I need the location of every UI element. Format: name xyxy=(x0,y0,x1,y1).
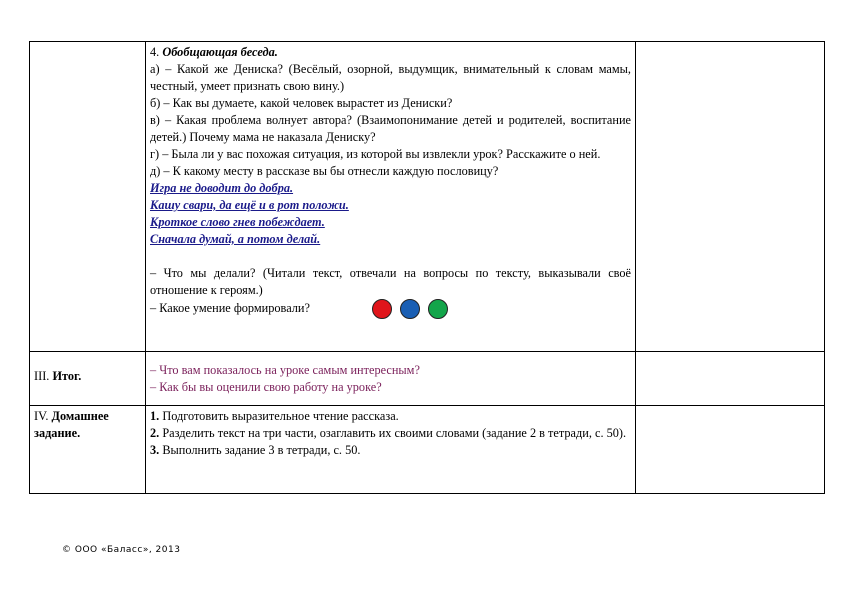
question-a: а) – Какой же Дениска? (Весёлый, озорной, выдумщик, внимательный к словам мамы, честный, умеет признать свою вину.) xyxy=(150,62,631,93)
footer-copyright: © ООО «Баласс», 2013 xyxy=(62,545,181,555)
table-row xyxy=(30,352,825,406)
content-cell xyxy=(146,352,636,406)
stage-cell xyxy=(30,42,146,352)
proverb: Игра не доводит до добра. xyxy=(150,181,294,195)
proverb: Кроткое слово гнев побеждает. xyxy=(150,215,325,229)
color-dots xyxy=(372,299,456,319)
question-d: г) – Была ли у вас похожая ситуация, из которой вы извлекли урок? Расскажите о ней. xyxy=(150,147,601,161)
section-heading: 4. Обобщающая беседа. xyxy=(150,45,278,59)
notes-cell xyxy=(636,352,825,406)
homework-item: 3. Выполнить задание 3 в тетради, с. 50. xyxy=(150,443,361,457)
skill-question-line: – Какое умение формировали? xyxy=(150,299,631,319)
homework-item: 2. Разделить текст на три части, озаглавить их своими словами (задание 2 в тетради, с. 50). xyxy=(150,426,627,440)
question-b: б) – Как вы думаете, какой человек вырастет из Дениски? xyxy=(150,96,453,110)
lesson-table xyxy=(29,41,825,494)
proverb: Кашу свари, да ещё и в рот положи. xyxy=(150,198,349,212)
content-cell xyxy=(146,42,636,352)
final-question: – Что вам показалось на уроке самым интересным? xyxy=(150,363,420,377)
proverb: Сначала думай, а потом делай. xyxy=(150,232,321,246)
final-question: – Как бы вы оценили свою работу на уроке? xyxy=(150,380,382,394)
content-cell xyxy=(146,406,636,494)
table-row xyxy=(30,406,825,494)
question-e: д) – К какому месту в рассказе вы бы отнесли каждую пословицу? xyxy=(150,164,499,178)
summary-question: – Что мы делали? (Читали текст, отвечали на вопросы по тексту, выказывали своё отношение к героям.) xyxy=(150,266,631,297)
table-row xyxy=(30,42,825,352)
stage-label: III. Итог. xyxy=(30,352,146,406)
green-dot-icon xyxy=(428,299,448,319)
stage-label: IV. Домашнее задание. xyxy=(30,406,146,494)
blue-dot-icon xyxy=(400,299,420,319)
question-c: в) – Какая проблема волнует автора? (Взаимопонимание детей и родителей, воспитание детей.) Почему мама не наказала Дениску? xyxy=(150,113,631,144)
red-dot-icon xyxy=(372,299,392,319)
notes-cell xyxy=(636,42,825,352)
homework-item: 1. Подготовить выразительное чтение рассказа. xyxy=(150,409,399,423)
notes-cell xyxy=(636,406,825,494)
